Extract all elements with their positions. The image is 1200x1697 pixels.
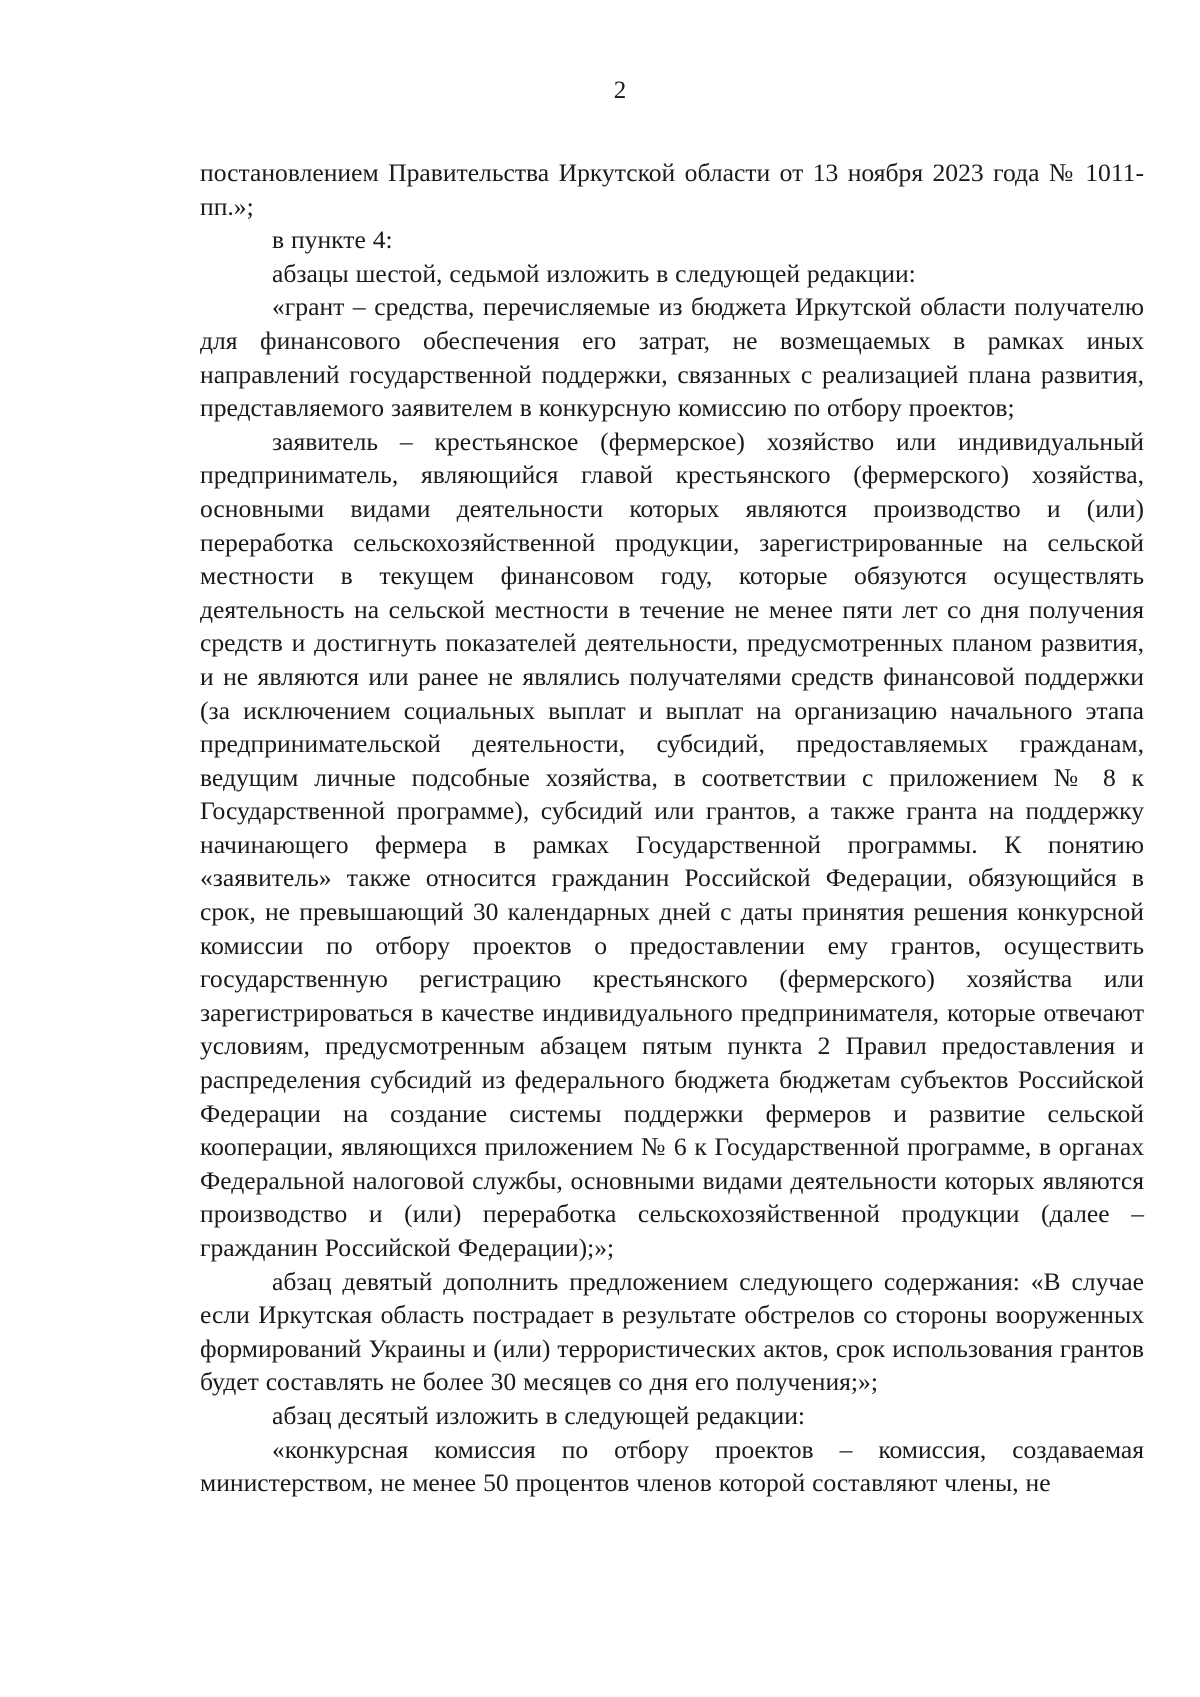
paragraph: в пункте 4: bbox=[272, 225, 393, 255]
paragraph: заявитель – крестьянское (фермерское) хозяйство или индивидуальный предприниматель, являющийся главой крестьянского (фермерского) хозяйства, основными видами деятельности которых являются производство и (или) переработка сельскохозяйственной продукции, зарегистрированные на сельской местности в текущем финансовом году, которые обязуются осуществлять деятельность на сельской местности в течение не менее пяти лет со дня получения средств и достигнуть показателей деятельности, предусмотренных планом развития, и не являются или ранее не являлись получателями средств финансовой поддержки (за исключением социальных выплат и выплат на организацию начального этапа предпринимательской деятельности, субсидий, предоставляемых гражданам, ведущим личные подсобные хозяйства, в соответствии с приложением № 8 к Государственной программе), субсидий или грантов, а также гранта на поддержку начинающего фермера в рамках Государственной программы. К понятию «заявитель» также относится гражданин Российской Федерации, обязующийся в срок, не превышающий 30 календарных дней с даты принятия решения конкурсной комиссии по отбору проектов о предоставлении ему грантов, осуществить государственную регистрацию крестьянского (фермерского) хозяйства или зарегистрироваться в качестве индивидуального предпринимателя, которые отвечают условиям, предусмотренным абзацем пятым пункта 2 Правил предоставления и распределения субсидий из федерального бюджета бюджетам субъектов Российской Федерации на создание системы поддержки фермеров и развитие сельской кооперации, являющихся приложением № 6 к Государственной программе, в органах Федеральной налоговой службы, основными видами деятельности которых являются производство и (или) переработка сельскохозяйственной продукции (далее – гражданин Российской Федерации);»; bbox=[200, 426, 1144, 1262]
paragraph: абзац десятый изложить в следующей редакции: bbox=[272, 1400, 806, 1430]
paragraph: «грант – средства, перечисляемые из бюджета Иркутской области получателю для финансового обеспечения его затрат, не возмещаемых в рамках иных направлений государственной поддержки, связанных с реализацией плана развития, представляемого заявителем в конкурсную комиссию по отбору проектов; bbox=[200, 292, 1144, 423]
document-body bbox=[200, 156, 1144, 1500]
paragraph: «конкурсная комиссия по отбору проектов – комиссия, создаваемая министерством, не менее 50 процентов членов которой составляют члены, не bbox=[200, 1434, 1144, 1498]
page-number: 2 bbox=[613, 77, 627, 104]
paragraph: постановлением Правительства Иркутской области от 13 ноября 2023 года № 1011-пп.»; bbox=[200, 158, 1144, 221]
paragraph: абзац девятый дополнить предложением следующего содержания: «В случае если Иркутская область пострадает в результате обстрелов со стороны вооруженных формирований Украины и (или) террористических актов, срок использования грантов будет составлять не более 30 месяцев со дня его получения;»; bbox=[200, 1266, 1144, 1397]
paragraph: абзацы шестой, седьмой изложить в следующей редакции: bbox=[272, 258, 916, 288]
